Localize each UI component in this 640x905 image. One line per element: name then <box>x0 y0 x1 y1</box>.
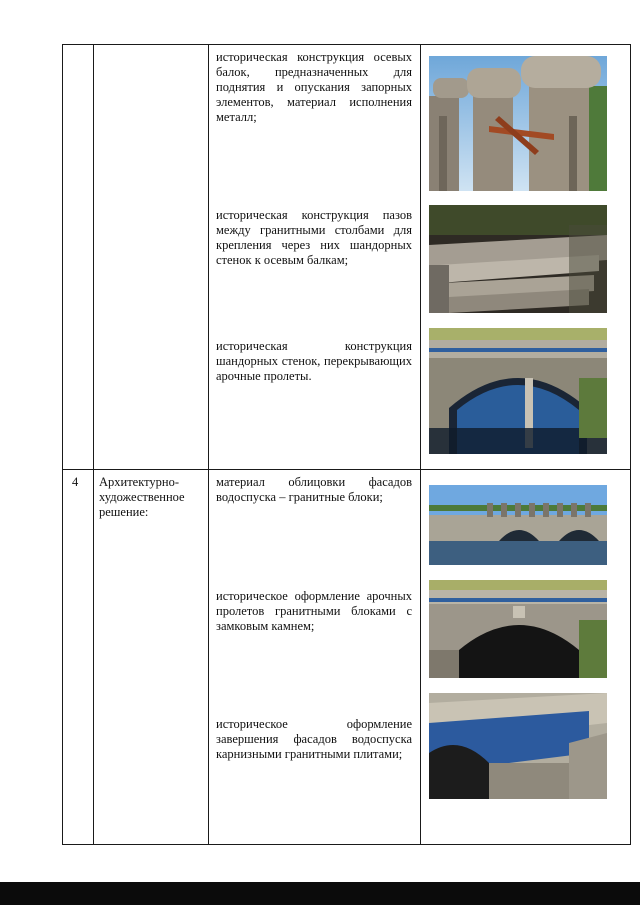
column-border-left <box>62 44 63 845</box>
spillway-facade-photo <box>429 485 607 565</box>
table-bottom-border <box>62 844 631 845</box>
column-border-3 <box>420 44 421 845</box>
cornice-slabs-photo <box>429 693 607 799</box>
column-border-1 <box>93 44 94 845</box>
granite-grooves-photo <box>429 205 607 313</box>
scan-edge-band <box>0 882 640 905</box>
arch-span-water-photo <box>429 328 607 454</box>
arch-keystone-photo <box>429 580 607 678</box>
row1-item1-text: историческая конструкция осевых балок, предназначенных для поднятия и опускания запорных элементов, материал исполнения металл; <box>216 50 412 124</box>
row1-item2-text: историческая конструкция пазов между гранитными столбами для крепления через них шандорных стенок к осевым балкам; <box>216 208 412 267</box>
column-border-2 <box>208 44 209 845</box>
column-border-right <box>630 44 631 845</box>
row2-item1-text: материал облицовки фасадов водоспуска – гранитные блоки; <box>216 475 412 504</box>
gate-pillars-with-metal-beams-photo <box>429 56 607 191</box>
row-number: 4 <box>72 475 79 489</box>
table-top-border <box>62 44 631 45</box>
row-divider <box>62 469 631 470</box>
row1-item3-text: историческая конструкция шандорных стенок, перекрывающих арочные пролеты. <box>216 339 412 383</box>
row2-item3-text: историческое оформление завершения фасадов водоспуска карнизными гранитными плитами; <box>216 717 412 761</box>
row-name: Архитектурно-художественное решение: <box>99 475 185 519</box>
row2-item2-text: историческое оформление арочных пролетов гранитными блоками с замковым камнем; <box>216 589 412 633</box>
